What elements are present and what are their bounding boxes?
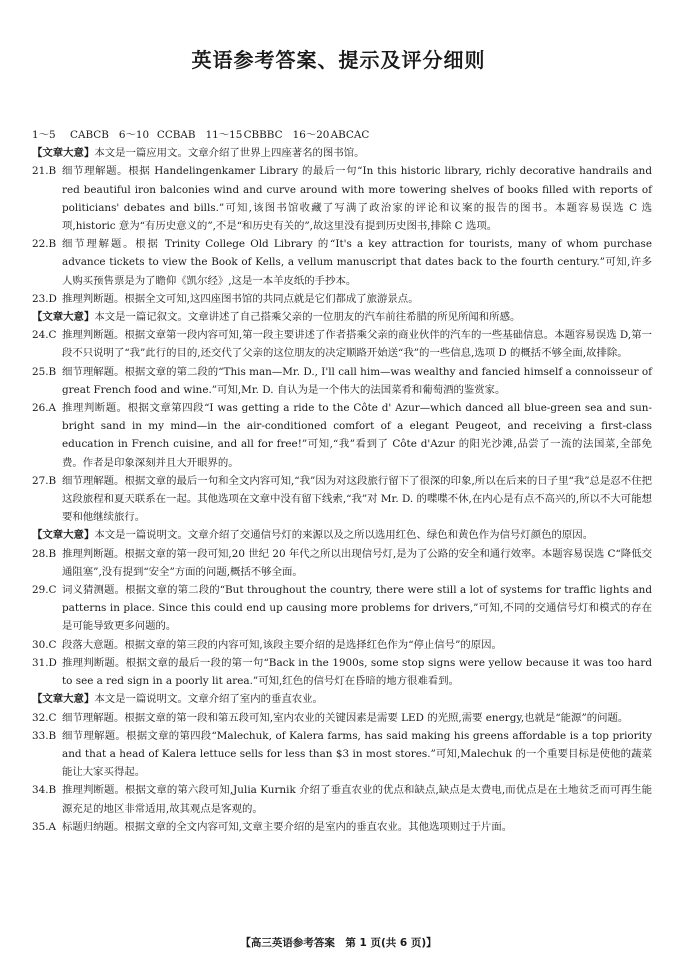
article-summary xyxy=(32,526,652,544)
answer-letters: CABCB xyxy=(70,129,109,141)
answer-range: 16～20 xyxy=(292,129,330,141)
explanation-text: 推理判断题。根据文章的最后一段的第一句“Back in the 1900s, some stop signs were yellow because it was too hard to see a red sign in a poorly lit area.”可知,红色的信号灯在昏暗的地方很难看到。 xyxy=(62,656,652,688)
question-explanation xyxy=(32,326,652,362)
answer-range: 1～5 xyxy=(32,129,56,141)
explanation-text: 标题归纳题。根据文章的全文内容可知,文章主要介绍的是室内的垂直农业。其他选项则过于片面。 xyxy=(62,820,513,833)
question-number: 28.B xyxy=(32,547,57,560)
answer-range: 6～10 xyxy=(118,129,150,141)
question-number: 24.C xyxy=(32,329,57,342)
question-explanation xyxy=(32,781,652,817)
question-number: 33.B xyxy=(32,729,57,742)
question-number: 22.B xyxy=(32,238,57,251)
explanation-text: 推理判断题。根据文章第一段内容可知,第一段主要讲述了作者搭乘父亲的商业伙伴的汽车的一些基础信息。本题容易误选 D,第一段不只说明了“我”此行的目的,还交代了父亲的这位朋友的决定顺路开始送“我”的一些信息,选项 D 的概括不够全面,故排除。 xyxy=(62,329,652,360)
explanation-text: 细节理解题。根据文章的第一段和第五段可知,室内农业的关键因素是需要 LED 的光照,需要 energy,也就是“能源”的问题。 xyxy=(62,711,629,724)
article-summary xyxy=(32,308,652,326)
question-explanation xyxy=(32,709,652,727)
summary-text: 本文是一篇应用文。文章介绍了世界上四座著名的图书馆。 xyxy=(94,147,365,160)
summary-text: 本文是一篇记叙文。文章讲述了自己搭乘父亲的一位朋友的汽车前往希腊的所见所闻和所感。 xyxy=(94,311,521,324)
question-number: 29.C xyxy=(32,584,57,597)
summary-tag: 【文章大意】 xyxy=(32,693,95,706)
question-explanation xyxy=(32,472,652,527)
question-number: 23.D xyxy=(32,292,57,305)
question-explanation xyxy=(32,162,652,235)
explanation-text: 细节理解题。根据文章的最后一句和全文内容可知,“我”因为对这段旅行留下了很深的印象,所以在后来的日子里“我”总是忍不住把这段旅程和夏天联系在一起。其他选项在文章中没有留下线索,“我”对 Mr. D. 的喋喋不休,在内心是有点不高兴的,所以不大可能想要和他继续旅行。 xyxy=(62,474,652,524)
page-footer: 【高三英语参考答案 第 1 页(共 6 页)】 xyxy=(240,937,437,949)
explanation-text: 细节理解题。根据 Trinity College Old Library 的“It's a key attraction for tourists, many of whom purchase advance tickets to view the Book of Kells, a vellum manuscript that dates back to the fourth century.”可知,许多人购买预售票是为了瞻仰《凯尔经》,这是一本羊皮纸的手抄本。 xyxy=(62,238,652,287)
question-explanation xyxy=(32,235,652,290)
answer-range: 11～15 xyxy=(205,129,243,141)
question-number: 35.A xyxy=(32,820,57,833)
answer-key-line xyxy=(32,126,652,144)
question-number: 32.C xyxy=(32,711,57,724)
question-number: 31.D xyxy=(32,656,57,669)
answer-letters: CCBAB xyxy=(156,129,196,141)
summary-tag: 【文章大意】 xyxy=(32,311,95,324)
question-explanation xyxy=(32,545,652,581)
answer-letters: CBBBC xyxy=(243,129,283,141)
answer-letters: ABCAC xyxy=(330,129,370,141)
question-explanation xyxy=(32,636,652,654)
question-explanation xyxy=(32,581,652,636)
explanation-text: 词义猜测题。根据文章的第二段的“But throughout the country, there were still a lot of systems for traffic lights and patterns in place. Since this could end up causing more problems for drivers,”可知,不同的交通信号灯和模式的存在是可能导致更多问题的。 xyxy=(62,584,652,633)
question-number: 30.C xyxy=(32,638,57,651)
article-summary xyxy=(32,144,652,162)
question-number: 21.B xyxy=(32,165,57,178)
question-explanation xyxy=(32,727,652,782)
summary-tag: 【文章大意】 xyxy=(32,147,95,160)
summary-text: 本文是一篇说明文。文章介绍了交通信号灯的来源以及之所以选用红色、绿色和黄色作为信号灯颜色的原因。 xyxy=(94,529,594,542)
question-explanation xyxy=(32,399,652,472)
explanation-text: 推理判断题。根据文章的第一段可知,20 世纪 20 年代之所以出现信号灯,是为了公路的安全和通行效率。本题容易误选 C“降低交通阻塞”,没有提到“安全”方面的问题,概括不够全面。 xyxy=(62,547,652,578)
question-explanation xyxy=(32,654,652,690)
explanation-text: 推理判断题。根据文章第四段“I was getting a ride to the Côte d' Azur—which danced all blue-green sea and sun-bright sand in my mind—in the air-conditioned comfort of a elegant Peugeot, and receiving a first-class education in French cuisine, and all for free!”可知,“我”看到了 Côte d'Azur 的阳光沙滩,品尝了一流的法国菜,全部免费。作者是印象深刻并且大开眼界的。 xyxy=(62,402,652,469)
question-explanation xyxy=(32,363,652,399)
answer-content xyxy=(32,126,652,836)
question-number: 27.B xyxy=(32,474,57,487)
explanation-text: 细节理解题。根据文章的第二段的“This man—Mr. D., I'll call him—was wealthy and fancied himself a connoisseur of great French food and wine.”可知,Mr. D. 自认为是一个伟大的法国菜肴和葡萄酒的鉴赏家。 xyxy=(62,365,652,396)
explanation-text: 细节理解题。根据 Handelingenkamer Library 的最后一句“In this historic library, richly decorative handrails and red beautiful iron balconies wind and curve around with more towering shelves of books filled with reports of politicians' debates and bills.”可知,该图书馆收藏了写满了政治家的评论和议案的报告的图书。本题容易误选 C 选项,historic 意为“有历史意义的”,不是“和历史有关的”,故这里没有提到历史图书,排除 C 选项。 xyxy=(62,165,652,233)
question-explanation xyxy=(32,818,652,836)
explanation-text: 推理判断题。根据全文可知,这四座图书馆的共同点就是它们都成了旅游景点。 xyxy=(62,292,419,305)
explanation-text: 推理判断题。根据文章的第六段可知,Julia Kurnik 介绍了垂直农业的优点和缺点,缺点是太费电,而优点是在土地贫乏而可再生能源充足的地区非常适用,故其观点是客观的。 xyxy=(62,784,652,815)
question-explanation xyxy=(32,290,652,308)
question-number: 26.A xyxy=(32,402,57,415)
explanation-text: 段落大意题。根据文章的第三段的内容可知,该段主要介绍的是选择红色作为“停止信号”的原因。 xyxy=(62,638,502,651)
article-summary xyxy=(32,690,652,708)
explanation-text: 细节理解题。根据文章的第四段“Malechuk, of Kalera farms, has said making his greens affordable is a top priority and that a head of Kalera lettuce sells for less than $3 in most stores.”可知,Malechuk 的一个重要目标是使他的蔬菜能让大家买得起。 xyxy=(62,729,652,779)
question-number: 34.B xyxy=(32,784,57,797)
summary-text: 本文是一篇说明文。文章介绍了室内的垂直农业。 xyxy=(94,693,323,706)
question-number: 25.B xyxy=(32,365,57,378)
explanation-list xyxy=(32,144,652,836)
page-title: 英语参考答案、提示及评分细则 xyxy=(191,48,486,72)
summary-tag: 【文章大意】 xyxy=(32,529,95,542)
